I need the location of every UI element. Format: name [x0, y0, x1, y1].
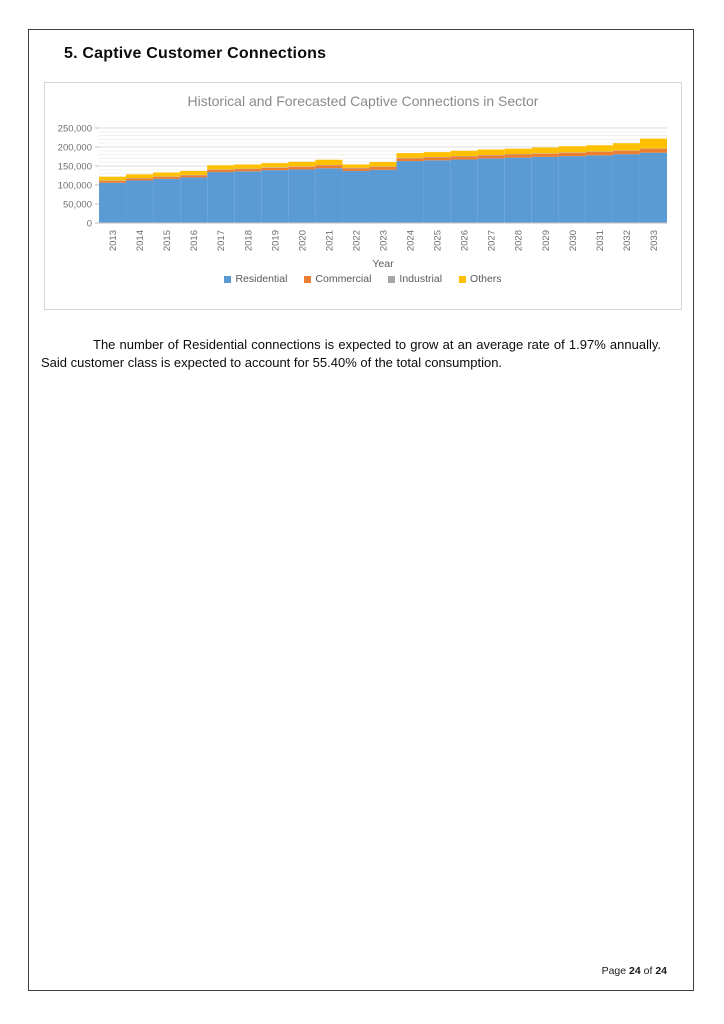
legend-item-industrial [388, 273, 442, 285]
footer-total-pages: 24 [655, 965, 667, 977]
y-axis-tick-labels [58, 124, 92, 230]
footer-page-number: 24 [629, 965, 641, 977]
x-axis-tick-label: 2018 [243, 230, 255, 252]
x-axis-tick-label: 2026 [459, 230, 471, 252]
x-axis-tick-label: 2028 [513, 230, 525, 252]
x-axis-tick-label: 2030 [567, 230, 579, 252]
legend-item-others [459, 273, 502, 285]
document-page-frame [28, 29, 694, 991]
legend-swatch-icon [224, 276, 231, 283]
legend-swatch-icon [459, 276, 466, 283]
x-axis-tick-label: 2025 [432, 230, 444, 252]
section-heading: 5. Captive Customer Connections [64, 45, 327, 62]
y-axis-tick-label: 100,000 [57, 180, 92, 192]
x-axis-tick-label: 2020 [297, 230, 309, 252]
x-axis-tick-label: 2014 [135, 230, 147, 252]
x-axis-tick-label: 2031 [594, 230, 606, 252]
page-footer [602, 965, 667, 977]
y-axis-tick-label: 200,000 [57, 142, 92, 154]
y-axis-tick-label: 50,000 [62, 199, 92, 211]
y-axis-tick-label: 250,000 [57, 123, 92, 135]
y-axis-tick-label: 150,000 [57, 161, 92, 173]
chart-title: Historical and Forecasted Captive Connections in Sector [187, 93, 539, 109]
legend-item-residential [224, 273, 287, 285]
x-axis-tick-label: 2022 [351, 230, 363, 252]
legend-label: Industrial [399, 273, 443, 285]
x-axis-tick-label: 2021 [324, 230, 336, 252]
footer-of-label: of [643, 965, 653, 977]
legend-label: Residential [235, 273, 288, 285]
legend-swatch-icon [388, 276, 395, 283]
x-axis-tick-labels [108, 230, 660, 251]
x-axis-tick-label: 2023 [378, 230, 390, 252]
chart-plot-area [45, 110, 681, 272]
legend-swatch-icon [304, 276, 311, 283]
x-axis-tick-label: 2016 [189, 230, 201, 252]
x-axis-tick-label: 2013 [108, 230, 120, 252]
x-axis-tick-label: 2033 [648, 230, 660, 252]
x-axis-tick-label: 2019 [270, 230, 282, 252]
x-axis-tick-label: 2017 [216, 230, 228, 252]
x-axis-tick-label: 2032 [621, 230, 633, 252]
legend-item-commercial [304, 273, 371, 285]
chart-legend [224, 273, 501, 285]
y-axis-tick-label: 0 [86, 218, 92, 230]
body-paragraph: The number of Residential connections is expected to grow at an average rate of 1.97% annually. Said customer class is expected to account for 55.40% of the total consumption. [41, 337, 661, 370]
captive-connections-chart [44, 82, 682, 310]
x-axis-tick-label: 2024 [405, 230, 417, 252]
legend-label: Commercial [315, 273, 372, 285]
legend-label: Others [470, 273, 502, 285]
x-axis-tick-label: 2029 [540, 230, 552, 252]
x-axis-tick-label: 2015 [162, 230, 174, 252]
footer-page-label: Page [601, 965, 627, 977]
x-axis-title: Year [372, 258, 394, 270]
x-axis-tick-label: 2027 [486, 230, 498, 252]
